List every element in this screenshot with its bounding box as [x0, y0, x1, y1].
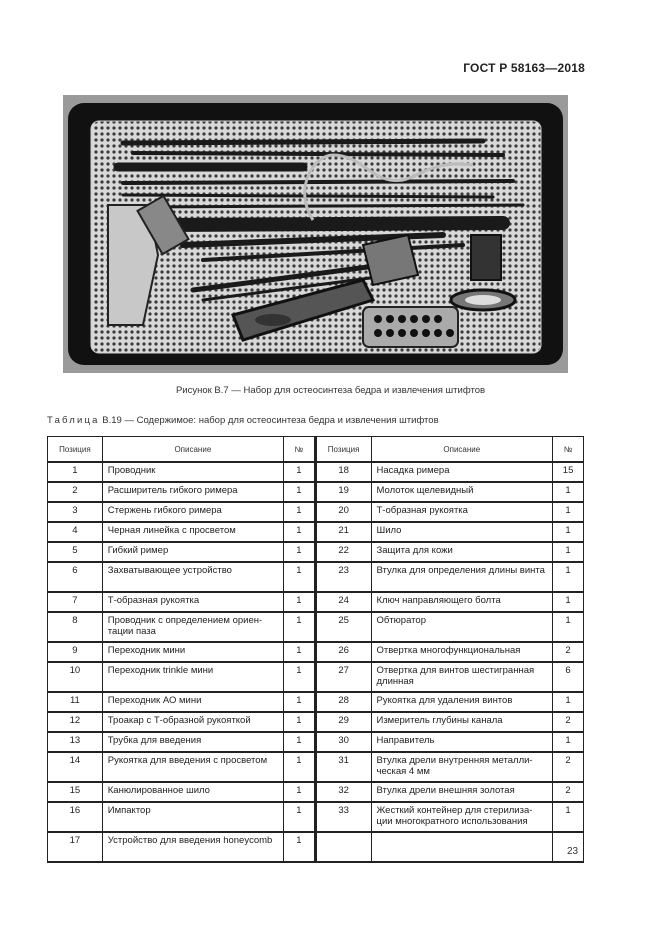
cell-number: 1 [283, 802, 315, 832]
cell-description: Отвертка многофункциональная [371, 642, 553, 662]
table-row [48, 522, 584, 542]
table-row [48, 612, 584, 642]
cell-position: 28 [315, 692, 371, 712]
table-row [48, 712, 584, 732]
cell-position: 16 [48, 802, 103, 832]
cell-position: 23 [315, 562, 371, 592]
cell-position: 31 [315, 752, 371, 782]
cell-description: Направитель [371, 732, 553, 752]
cell-description: Жесткий контейнер для стерилиза-ции многократного использования [371, 802, 553, 832]
cell-position: 5 [48, 542, 103, 562]
cell-position: 33 [315, 802, 371, 832]
table-row [48, 782, 584, 802]
cell-number: 1 [283, 462, 315, 482]
cell-description: Переходник мини [102, 642, 283, 662]
cell-number: 2 [553, 642, 584, 662]
cell-description: Расширитель гибкого римера [102, 482, 283, 502]
cell-position: 4 [48, 522, 103, 542]
cell-number: 1 [553, 562, 584, 592]
figure-caption: Рисунок В.7 — Набор для остеосинтеза бедра и извлечения штифтов [175, 385, 486, 396]
cell-position: 30 [315, 732, 371, 752]
cell-number: 1 [283, 642, 315, 662]
cell-description: Захватывающее устройство [102, 562, 283, 592]
cell-description: Троакар с Т-образной рукояткой [102, 712, 283, 732]
cell-description: Трубка для введения [102, 732, 283, 752]
contents-table [47, 436, 584, 863]
header-description-left: Описание [102, 437, 283, 463]
cell-position: 7 [48, 592, 103, 612]
surgical-instrument-tray-icon [63, 95, 568, 373]
cell-position: 8 [48, 612, 103, 642]
cell-number: 6 [553, 662, 584, 692]
cell-position: 27 [315, 662, 371, 692]
cell-number: 1 [283, 482, 315, 502]
cell-description: Переходник АО мини [102, 692, 283, 712]
cell-description: Устройство для введения honeycomb [102, 832, 283, 862]
cell-number: 1 [283, 542, 315, 562]
table-title-prefix: Таблица [47, 415, 100, 426]
document-code: ГОСТ Р 58163—2018 [463, 61, 585, 75]
table-row [48, 752, 584, 782]
table-row [48, 462, 584, 482]
cell-position: 14 [48, 752, 103, 782]
table-row [48, 662, 584, 692]
cell-number: 1 [283, 592, 315, 612]
cell-number: 1 [553, 542, 584, 562]
cell-number: 15 [553, 462, 584, 482]
cell-number: 1 [553, 692, 584, 712]
cell-position: 24 [315, 592, 371, 612]
cell-number: 1 [553, 502, 584, 522]
cell-description: Проводник с определением ориен-тации паза [102, 612, 283, 642]
table-row [48, 732, 584, 752]
table-row [48, 692, 584, 712]
table-body [48, 462, 584, 862]
cell-number: 2 [553, 752, 584, 782]
header-number-left: № [283, 437, 315, 463]
cell-description: Импактор [102, 802, 283, 832]
cell-position: 22 [315, 542, 371, 562]
cell-description: Переходник trinkle мини [102, 662, 283, 692]
cell-description: Канюлированное шило [102, 782, 283, 802]
table-row [48, 592, 584, 612]
cell-number: 1 [283, 752, 315, 782]
cell-number: 1 [553, 612, 584, 642]
cell-description: Т-образная рукоятка [102, 592, 283, 612]
cell-position: 10 [48, 662, 103, 692]
cell-position: 17 [48, 832, 103, 862]
header-number-right: № [553, 437, 584, 463]
cell-number: 1 [283, 612, 315, 642]
cell-position: 6 [48, 562, 103, 592]
cell-description: Черная линейка с просветом [102, 522, 283, 542]
table-header-row [48, 437, 584, 463]
cell-number: 2 [553, 782, 584, 802]
cell-position: 11 [48, 692, 103, 712]
cell-description: Ключ направляющего болта [371, 592, 553, 612]
cell-number: 1 [283, 502, 315, 522]
header-position-right: Позиция [315, 437, 371, 463]
table-row [48, 482, 584, 502]
cell-number: 1 [283, 832, 315, 862]
cell-description: Проводник [102, 462, 283, 482]
cell-description: Рукоятка для введения с просветом [102, 752, 283, 782]
cell-number: 1 [553, 482, 584, 502]
cell-number: 1 [283, 732, 315, 752]
table-title [47, 415, 439, 426]
cell-number: 1 [553, 732, 584, 752]
table-row [48, 642, 584, 662]
cell-position: 1 [48, 462, 103, 482]
table-title-text: В.19 — Содержимое: набор для остеосинтеза бедра и извлечения штифтов [99, 415, 439, 426]
cell-description: Насадка римера [371, 462, 553, 482]
cell-number: 1 [283, 662, 315, 692]
instrument-tray-photo [63, 95, 568, 373]
cell-description: Молоток щелевидный [371, 482, 553, 502]
header-position-left: Позиция [48, 437, 103, 463]
cell-number: 1 [283, 782, 315, 802]
cell-position: 13 [48, 732, 103, 752]
cell-position: 25 [315, 612, 371, 642]
cell-position: 26 [315, 642, 371, 662]
cell-description: Т-образная рукоятка [371, 502, 553, 522]
cell-number: 1 [553, 802, 584, 832]
header-description-right: Описание [371, 437, 553, 463]
cell-description: Втулка дрели внешняя золотая [371, 782, 553, 802]
cell-position: 9 [48, 642, 103, 662]
cell-position: 19 [315, 482, 371, 502]
cell-description: Рукоятка для удаления винтов [371, 692, 553, 712]
cell-number: 1 [283, 522, 315, 542]
cell-description: Втулка дрели внутренняя металли-ческая 4 мм [371, 752, 553, 782]
table-row [48, 832, 584, 862]
cell-description: Шило [371, 522, 553, 542]
cell-description: Стержень гибкого римера [102, 502, 283, 522]
cell-description: Обтюратор [371, 612, 553, 642]
cell-position: 20 [315, 502, 371, 522]
cell-position: 29 [315, 712, 371, 732]
cell-description [371, 832, 553, 862]
cell-description: Измеритель глубины канала [371, 712, 553, 732]
cell-position: 32 [315, 782, 371, 802]
table-row [48, 562, 584, 592]
cell-description: Гибкий ример [102, 542, 283, 562]
cell-position: 21 [315, 522, 371, 542]
cell-number: 1 [283, 712, 315, 732]
cell-number: 2 [553, 712, 584, 732]
table-row [48, 502, 584, 522]
cell-position: 3 [48, 502, 103, 522]
cell-description: Отвертка для винтов шестигранная длинная [371, 662, 553, 692]
cell-number: 1 [553, 592, 584, 612]
cell-number: 1 [283, 692, 315, 712]
table-row [48, 802, 584, 832]
cell-position: 12 [48, 712, 103, 732]
cell-description: Защита для кожи [371, 542, 553, 562]
cell-number: 1 [553, 522, 584, 542]
cell-position: 2 [48, 482, 103, 502]
cell-number: 1 [283, 562, 315, 592]
cell-position: 15 [48, 782, 103, 802]
page-number: 23 [567, 846, 579, 857]
table-row [48, 542, 584, 562]
cell-position: 18 [315, 462, 371, 482]
cell-description: Втулка для определения длины винта [371, 562, 553, 592]
cell-position [315, 832, 371, 862]
